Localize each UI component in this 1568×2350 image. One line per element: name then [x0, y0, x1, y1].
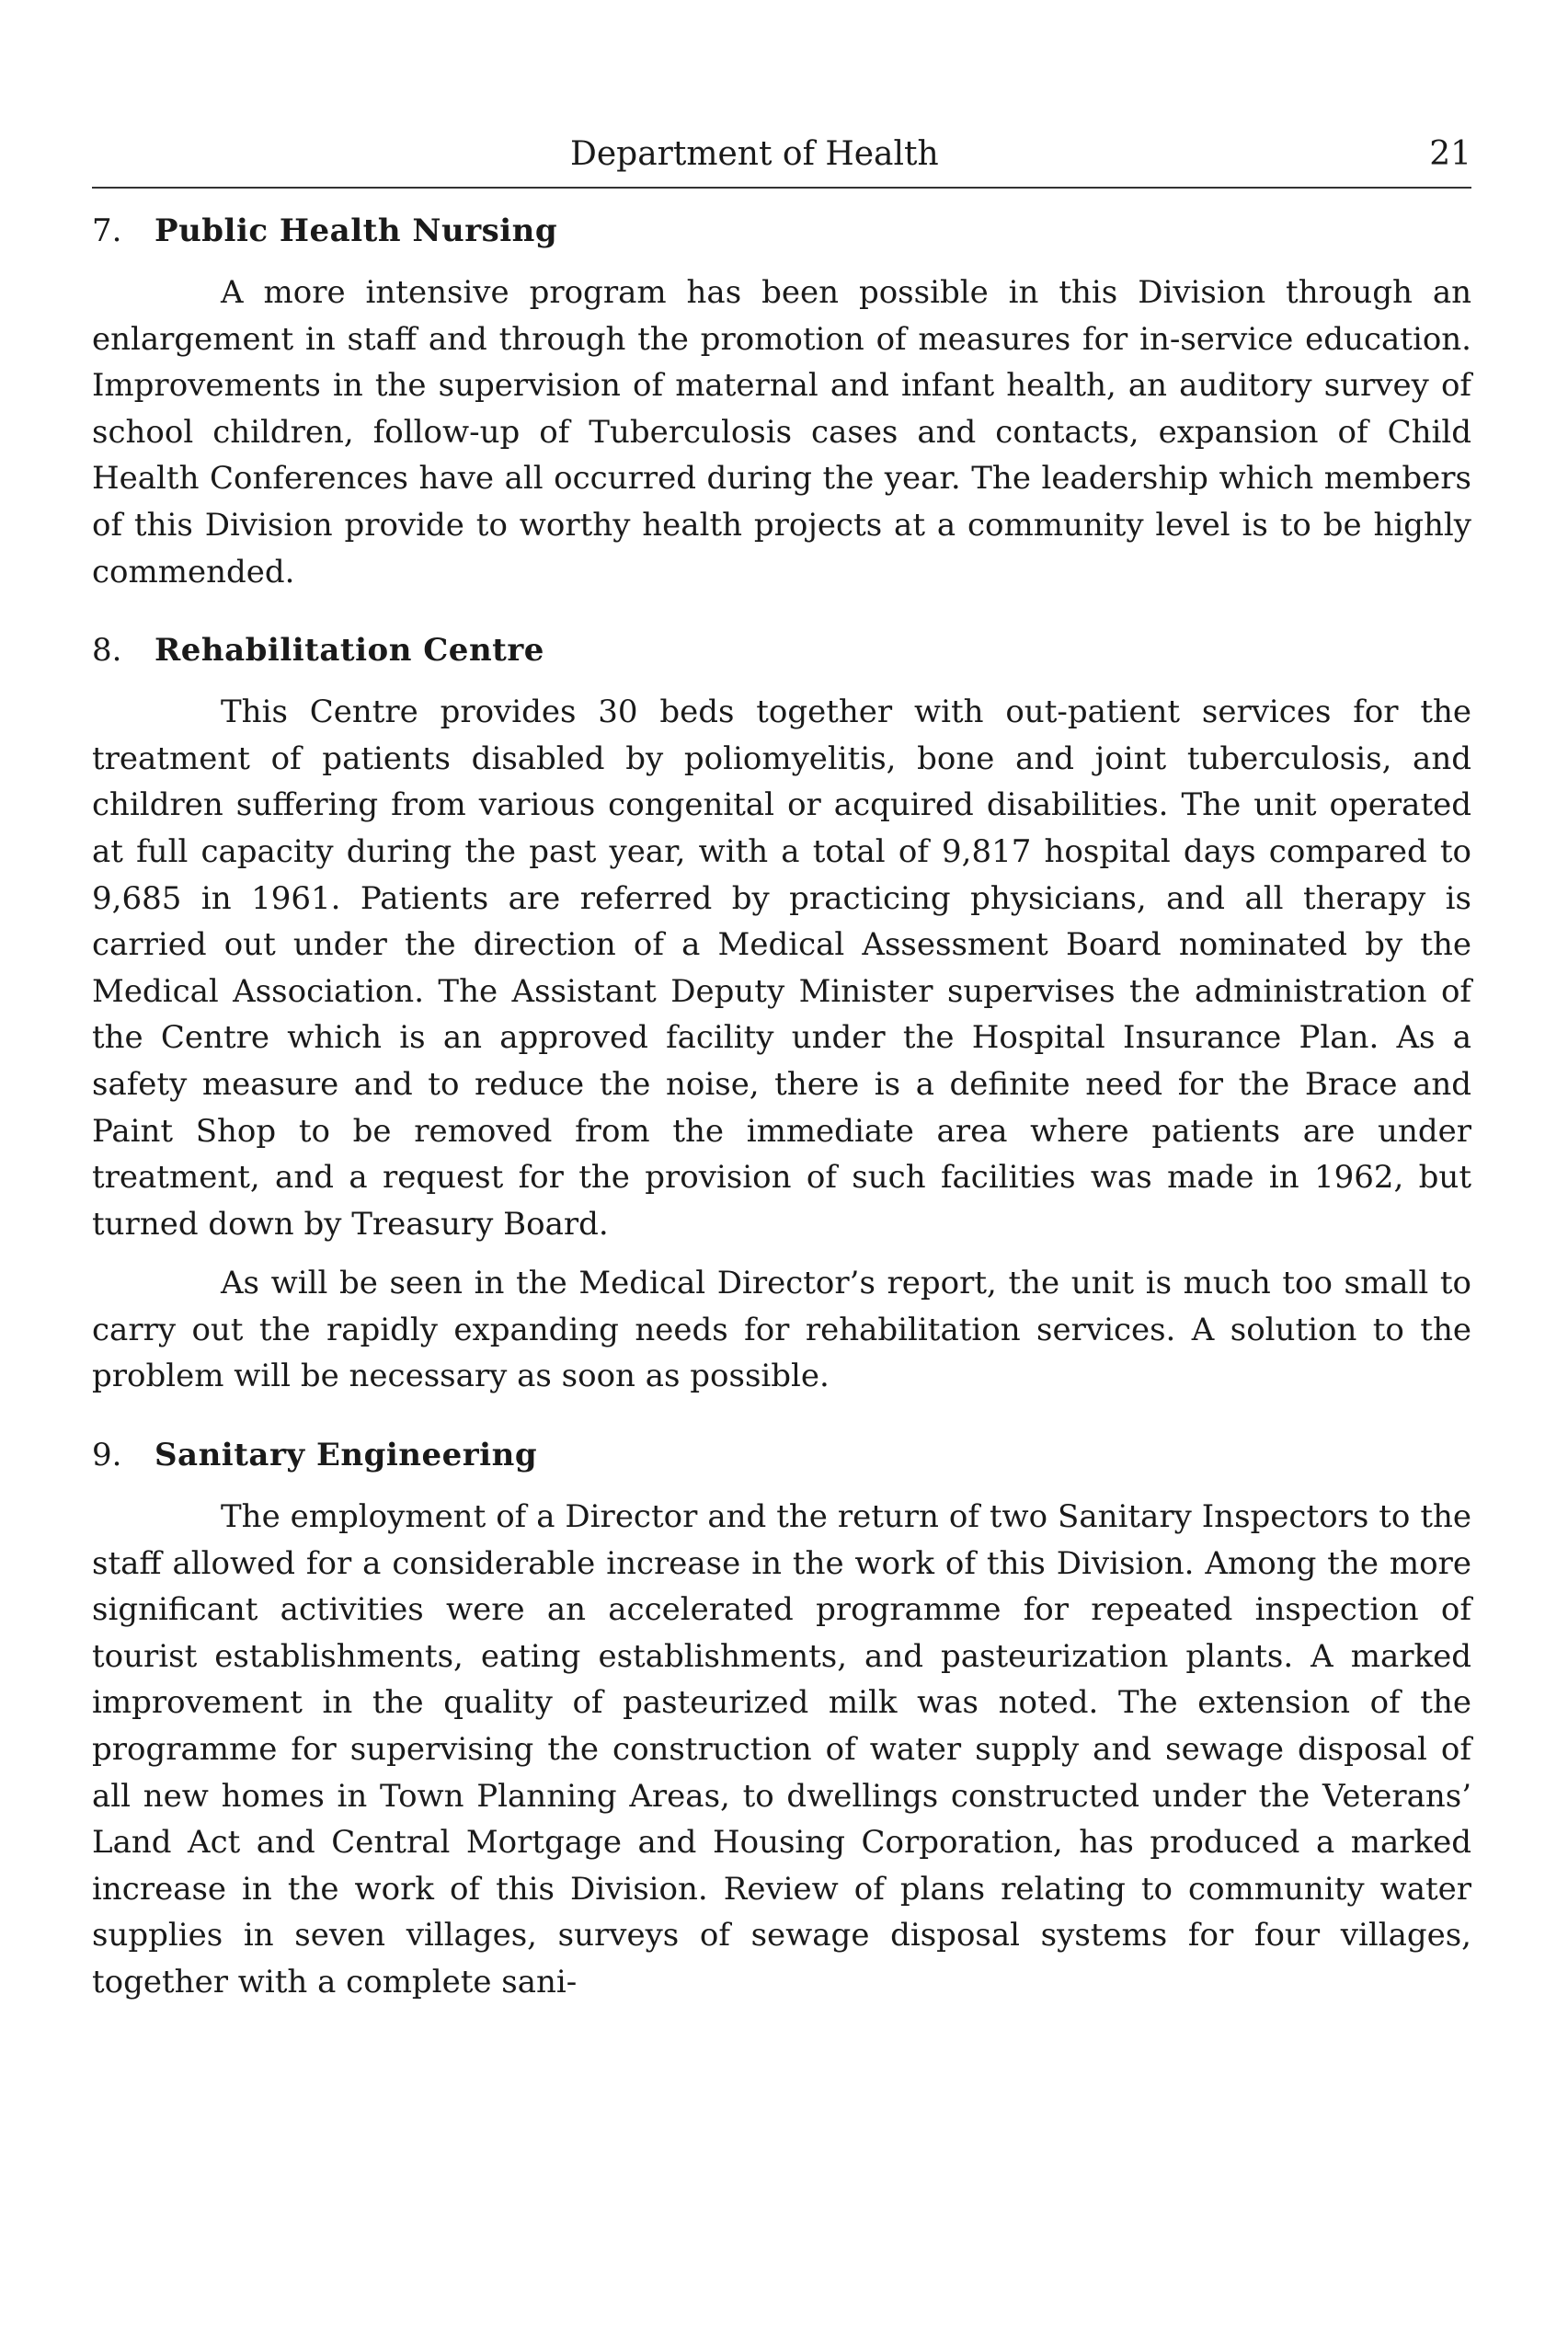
page-body — [92, 207, 1471, 2006]
header-rule — [92, 187, 1471, 189]
section-number: 8. — [92, 632, 122, 670]
paragraph: The employment of a Director and the return of two Sanitary Inspectors to the staff allowed for a considerable increase in the work of this Division. Among the more significant activities were an accelerated programme for repeated inspection of tourist establishments, eating establishments, and pasteurization plants. A marked improvement in the quality of pasteurized milk was noted. The extension of the programme for supervising the construction of water supply and sewage disposal of all new homes in Town Planning Areas, to dwellings constructed under the Veterans’ Land Act and Central Mortgage and Housing Corporation, has produced a marked increase in the work of this Division. Review of plans relating to community water supplies in seven villages, surveys of sewage disposal systems for four villages, together with a complete sani- — [92, 1498, 1471, 2000]
section-number: 7. — [92, 212, 122, 249]
spacer — [92, 674, 1471, 689]
spacer — [92, 255, 1471, 269]
spacer — [92, 1247, 1471, 1260]
running-header — [92, 129, 1471, 180]
section-title: Public Health Nursing — [155, 212, 558, 249]
section-number: 9. — [92, 1437, 122, 1474]
spacer — [92, 1400, 1471, 1431]
paragraph: As will be seen in the Medical Director’s report, the unit is much too small to carry out the rapidly expanding needs for rehabilitation services. A solution to the problem will be necessary as soon as possible. — [92, 1265, 1471, 1395]
section-title: Sanitary Engineering — [155, 1437, 538, 1474]
page-number: 21 — [1429, 135, 1471, 173]
paragraph: A more intensive program has been possible in this Division through an enlargement in staff and through the promotion of measures for in-service education. Improvements in the supervision of maternal and infant health, an auditory survey of school children, follow-up of Tuberculosis cases and contacts, expansion of Child Health Conferences have all occurred during the year. The leadership which members of this Division provide to worthy health projects at a community level is to be highly commended. — [92, 274, 1471, 590]
spacer — [92, 595, 1471, 626]
section-heading-public-health-nursing — [92, 207, 1471, 255]
section-heading-sanitary-engineering — [92, 1431, 1471, 1479]
spacer — [92, 1479, 1471, 1494]
section-title: Rehabilitation Centre — [155, 632, 544, 670]
running-title: Department of Health — [570, 135, 939, 173]
document-page — [92, 0, 1471, 2350]
section-heading-rehabilitation-centre — [92, 626, 1471, 674]
paragraph: This Centre provides 30 beds together with out-patient services for the treatment of patients disabled by poliomyelitis, bone and joint tuberculosis, and children suffering from various congenital or acquired disabilities. The unit operated at full capacity during the past year, with a total of 9,817 hospital days compared to 9,685 in 1961. Patients are referred by practicing physicians, and all therapy is carried out under the direction of a Medical Assessment Board nominated by the Medical Association. The Assistant Deputy Minister supervises the administration of the Centre which is an approved facility under the Hospital Insurance Plan. As a safety measure and to reduce the noise, there is a definite need for the Brace and Paint Shop to be removed from the immediate area where patients are under treatment, and a request for the provision of such facilities was made in 1962, but turned down by Treasury Board. — [92, 694, 1471, 1243]
